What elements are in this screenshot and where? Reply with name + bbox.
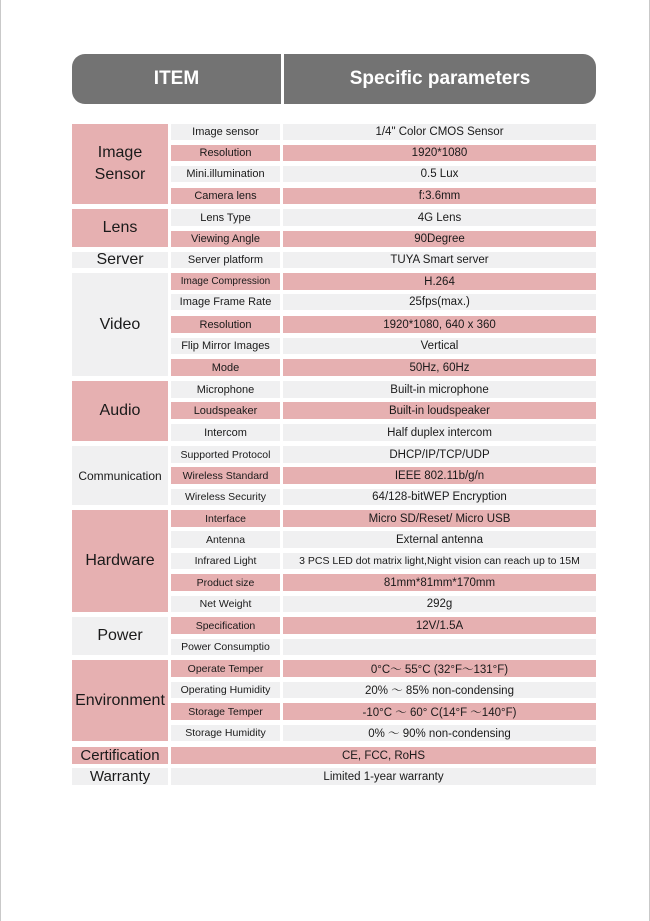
- param-name: Storage Temper: [171, 703, 280, 720]
- param-name: Intercom: [171, 424, 280, 441]
- param-name: Storage Humidity: [171, 725, 280, 741]
- param-value: DHCP/IP/TCP/UDP: [283, 446, 596, 463]
- param-value: f:3.6mm: [283, 188, 596, 204]
- category-lens: Lens: [72, 209, 168, 247]
- param-name: Product size: [171, 574, 280, 591]
- param-name: Interface: [171, 510, 280, 527]
- param-value: 12V/1.5A: [283, 617, 596, 634]
- param-value: 0°C～ 55°C (32°F～131°F): [283, 660, 596, 677]
- param-name: Operate Temper: [171, 660, 280, 677]
- param-value: 4G Lens: [283, 209, 596, 226]
- param-value: Half duplex intercom: [283, 424, 596, 441]
- param-value: 25fps(max.): [283, 294, 596, 310]
- param-value: H.264: [283, 273, 596, 290]
- param-value: -10°C ～ 60° C(14°F ～140°F): [283, 703, 596, 720]
- params-column-header: Specific parameters: [349, 68, 531, 89]
- param-value: Limited 1-year warranty: [171, 768, 596, 785]
- param-name: Image Compression: [171, 273, 280, 290]
- param-name: Image Frame Rate: [171, 294, 280, 310]
- category-certification: Certification: [72, 747, 168, 764]
- param-name: Resolution: [171, 316, 280, 333]
- param-name: Operating Humidity: [171, 682, 280, 698]
- param-name: Wireless Security: [171, 489, 280, 505]
- param-value: External antenna: [283, 531, 596, 548]
- item-column-header: ITEM: [153, 68, 200, 89]
- param-value: Built-in loudspeaker: [283, 402, 596, 419]
- table-header: [72, 54, 596, 104]
- param-value: 1920*1080: [283, 145, 596, 161]
- category-video: Video: [72, 273, 168, 376]
- param-name: Mode: [171, 359, 280, 376]
- category-image-sensor: Image Sensor: [72, 124, 168, 204]
- param-value: [283, 639, 596, 655]
- param-name: Supported Protocol: [171, 446, 280, 463]
- param-value: 90Degree: [283, 231, 596, 247]
- param-value: 81mm*81mm*170mm: [283, 574, 596, 591]
- param-value: TUYA Smart server: [283, 252, 596, 268]
- category-communication: Communication: [72, 446, 168, 505]
- param-name: Server platform: [171, 252, 280, 268]
- param-value: CE, FCC, RoHS: [171, 747, 596, 764]
- param-value: 1920*1080, 640 x 360: [283, 316, 596, 333]
- param-name: Specification: [171, 617, 280, 634]
- param-name: Net Weight: [171, 596, 280, 612]
- param-value: 1/4" Color CMOS Sensor: [283, 124, 596, 140]
- param-name: Viewing Angle: [171, 231, 280, 247]
- param-value: 64/128-bitWEP Encryption: [283, 489, 596, 505]
- param-name: Infrared Light: [171, 553, 280, 569]
- param-value: 292g: [283, 596, 596, 612]
- param-name: Loudspeaker: [171, 402, 280, 419]
- category-server: Server: [72, 252, 168, 268]
- param-value: 20% ～ 85% non-condensing: [283, 682, 596, 698]
- param-value: 50Hz, 60Hz: [283, 359, 596, 376]
- param-value: IEEE 802.11b/g/n: [283, 467, 596, 484]
- param-value: Micro SD/Reset/ Micro USB: [283, 510, 596, 527]
- param-name: Lens Type: [171, 209, 280, 226]
- page-left-border: [0, 0, 1, 921]
- param-name: Microphone: [171, 381, 280, 398]
- param-name: Wireless Standard: [171, 467, 280, 484]
- param-name: Power Consumptio: [171, 639, 280, 655]
- param-name: Camera lens: [171, 188, 280, 204]
- param-value: 0.5 Lux: [283, 166, 596, 182]
- param-name: Antenna: [171, 531, 280, 548]
- category-environment: Environment: [72, 660, 168, 741]
- param-value: Vertical: [283, 338, 596, 354]
- param-name: Resolution: [171, 145, 280, 161]
- category-hardware: Hardware: [72, 510, 168, 612]
- param-name: Mini.illumination: [171, 166, 280, 182]
- category-warranty: Warranty: [72, 768, 168, 785]
- param-value: 0% ～ 90% non-condensing: [283, 725, 596, 741]
- param-name: Flip Mirror Images: [171, 338, 280, 354]
- param-value: 3 PCS LED dot matrix light,Night vision can reach up to 15M: [283, 553, 596, 569]
- param-name: Image sensor: [171, 124, 280, 140]
- category-audio: Audio: [72, 381, 168, 441]
- category-power: Power: [72, 617, 168, 655]
- param-value: Built-in microphone: [283, 381, 596, 398]
